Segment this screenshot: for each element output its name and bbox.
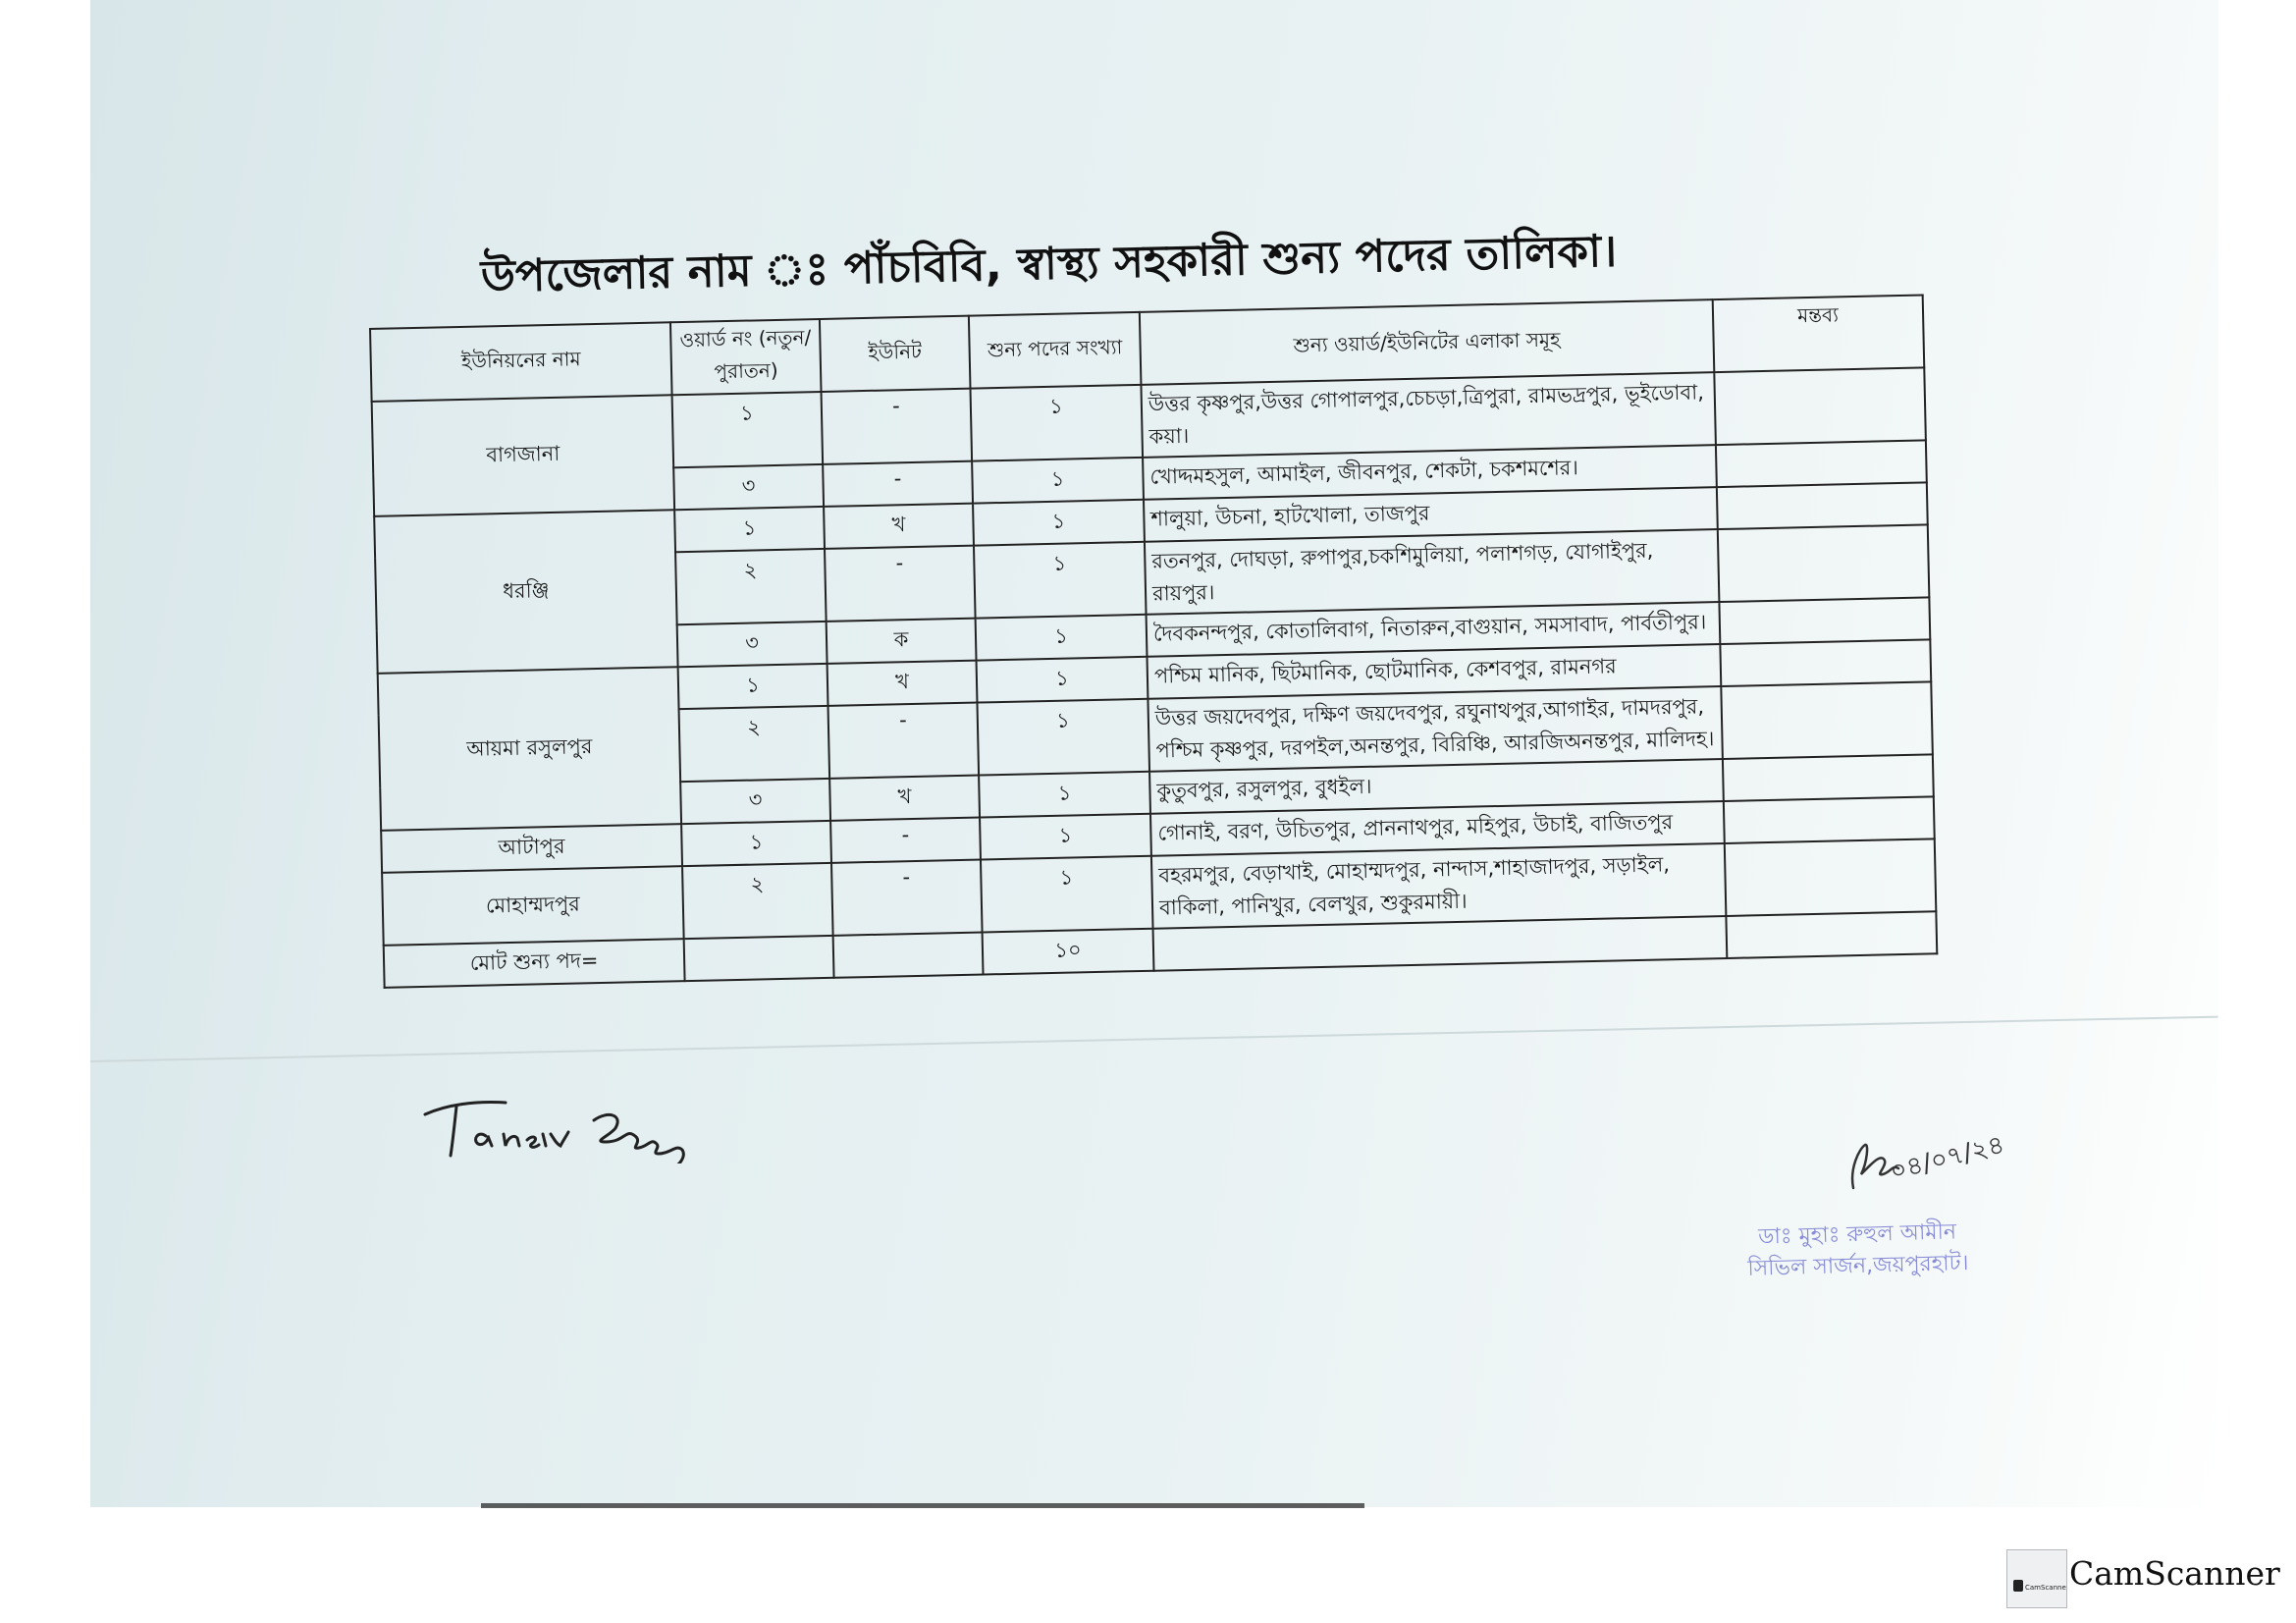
remarks-cell <box>1718 524 1930 602</box>
remarks-cell <box>1720 639 1931 686</box>
count-cell: ১ <box>973 500 1145 546</box>
unit-cell <box>833 933 984 978</box>
union-name: আটাপুর <box>381 824 682 873</box>
vacancy-table-wrapper <box>369 294 1938 988</box>
vacancy-table <box>369 294 1938 988</box>
unit-cell: - <box>825 546 976 622</box>
union-name: বাগজানা <box>372 395 674 516</box>
ward-cell: ১ <box>672 392 824 467</box>
areas-cell: শালুয়া, উচনা, হাটখোলা, তাজপুর <box>1144 487 1718 542</box>
ward-cell: ৩ <box>673 464 824 510</box>
count-cell: ১ <box>979 772 1150 818</box>
count-cell: ১ <box>972 458 1144 504</box>
unit-cell: - <box>822 389 973 464</box>
official-stamp <box>1746 1217 1969 1285</box>
scan-edge-shadow <box>481 1503 1364 1508</box>
count-cell: ১ <box>976 615 1148 661</box>
remarks-cell <box>1724 796 1935 843</box>
areas-cell: রতনপুর, দোঘড়া, রুপাপুর,চকশিমুলিয়া, পলাশগড়, যোগাইপুর, রায়পুর। <box>1145 529 1719 615</box>
ward-cell: ২ <box>675 549 827 624</box>
unit-cell: - <box>828 703 980 779</box>
ward-cell: ২ <box>682 863 833 939</box>
ward-cell: ১ <box>674 507 825 552</box>
areas-cell: কুতুবপুর, রসুলপুর, বুধইল। <box>1149 759 1724 814</box>
left-signature <box>417 1085 712 1163</box>
count-cell: ১ <box>977 699 1149 776</box>
ward-cell: ১ <box>678 664 828 709</box>
page-title: উপজেলার নাম ঃ পাঁচবিবি, স্বাস্থ্য সহকারী শুন্য পদের তালিকা। <box>480 224 1618 302</box>
unit-cell: ক <box>827 619 977 664</box>
header-unit: ইউনিট <box>820 316 971 392</box>
union-name: আয়মা রসুলপুর <box>378 667 681 831</box>
union-name: ধরঞ্জি <box>374 510 677 674</box>
header-ward: ওয়ার্ড নং (নতুন/পুরাতন) <box>670 319 822 395</box>
ward-cell: ১ <box>681 821 831 866</box>
remarks-cell <box>1725 839 1937 916</box>
ward-cell: ২ <box>679 706 830 782</box>
remarks-cell <box>1717 482 1928 529</box>
count-cell: ১ <box>981 856 1153 933</box>
svg-text:CamScanner: CamScanner <box>2025 1584 2066 1592</box>
remarks-cell <box>1726 911 1937 958</box>
remarks-cell <box>1723 754 1934 801</box>
right-signature <box>1834 1109 2040 1217</box>
unit-cell: খ <box>829 776 980 821</box>
count-cell: ১ <box>977 657 1148 703</box>
camscanner-logo-icon <box>2007 1550 2066 1607</box>
unit-cell: - <box>830 818 981 863</box>
camscanner-logo <box>2006 1549 2067 1608</box>
camscanner-brand: CamScanner <box>2069 1554 2280 1593</box>
remarks-cell <box>1719 597 1930 644</box>
signature-date: ০৪/০৭/২৪ <box>1887 1129 2008 1187</box>
areas-cell: খোদ্দমহসুল, আমাইল, জীবনপুর, শেকটা, চকশমশের। <box>1143 445 1717 500</box>
header-remarks: মন্তব্য <box>1713 295 1925 372</box>
count-cell: ১ <box>974 542 1147 619</box>
ward-cell: ৩ <box>677 622 828 667</box>
unit-cell: - <box>823 461 973 507</box>
count-cell: ১ <box>970 385 1143 461</box>
count-cell: ১ <box>980 814 1151 860</box>
unit-cell: - <box>831 860 983 936</box>
ward-cell <box>684 936 834 981</box>
ward-cell: ৩ <box>680 779 830 824</box>
remarks-cell <box>1714 367 1926 445</box>
remarks-cell <box>1716 440 1927 487</box>
union-name: মোহাম্মদপুর <box>382 866 684 946</box>
remarks-cell <box>1721 681 1933 759</box>
unit-cell: খ <box>824 504 974 549</box>
areas-cell: গোনাই, বরণ, উচিতপুর, প্রাননাথপুর, মহিপুর, উচাই, বাজিতপুর <box>1150 801 1725 856</box>
areas-cell: উত্তর জয়দেবপুর, দক্ষিণ জয়দেবপুর, রঘুনাথপুর,আগাইর, দামদরপুর, পশ্চিম কৃষ্ণপুর, দরপইল,অনন্তপুর, বিরিঞ্চি, আরজিঅনন্তপুর, মালিদহ। <box>1148 686 1722 772</box>
unit-cell: খ <box>828 661 978 706</box>
stamp-line-title: সিভিল সার্জন,জয়পুরহাট। <box>1747 1251 1969 1281</box>
areas-cell: পশ্চিম মানিক, ছিটমানিক, ছোটমানিক, কেশবপুর, রামনগর <box>1147 644 1721 699</box>
total-count: ১০ <box>983 929 1154 975</box>
areas-cell: দৈবকনন্দপুর, কোতালিবাগ, নিতারুন,বাগুয়ান, সমসাবাদ, পার্বতীপুর। <box>1147 602 1721 657</box>
areas-cell: বহরমপুর, বেড়াখাই, মোহাম্মদপুর, নান্দাস,শাহাজাদপুর, সড়াইল, বাকিলা, পানিখুর, বেলখুর, শুকুরমায়ী। <box>1151 843 1726 929</box>
header-union: ইউনিয়নের নাম <box>370 322 672 402</box>
header-count: শুন্য পদের সংখ্যা <box>969 312 1142 389</box>
stamp-line-name: ডাঃ মুহাঃ রুহুল আমীন <box>1757 1219 1957 1250</box>
areas-cell: উত্তর কৃষ্ণপুর,উত্তর গোপালপুর,চেচড়া,ত্রিপুরা, রামভদ্রপুর, ভূইডোবা, কয়া। <box>1141 372 1715 458</box>
total-label: মোট শুন্য পদ= <box>384 939 685 988</box>
header-areas: শুন্য ওয়ার্ড/ইউনিটের এলাকা সমূহ <box>1140 299 1714 385</box>
